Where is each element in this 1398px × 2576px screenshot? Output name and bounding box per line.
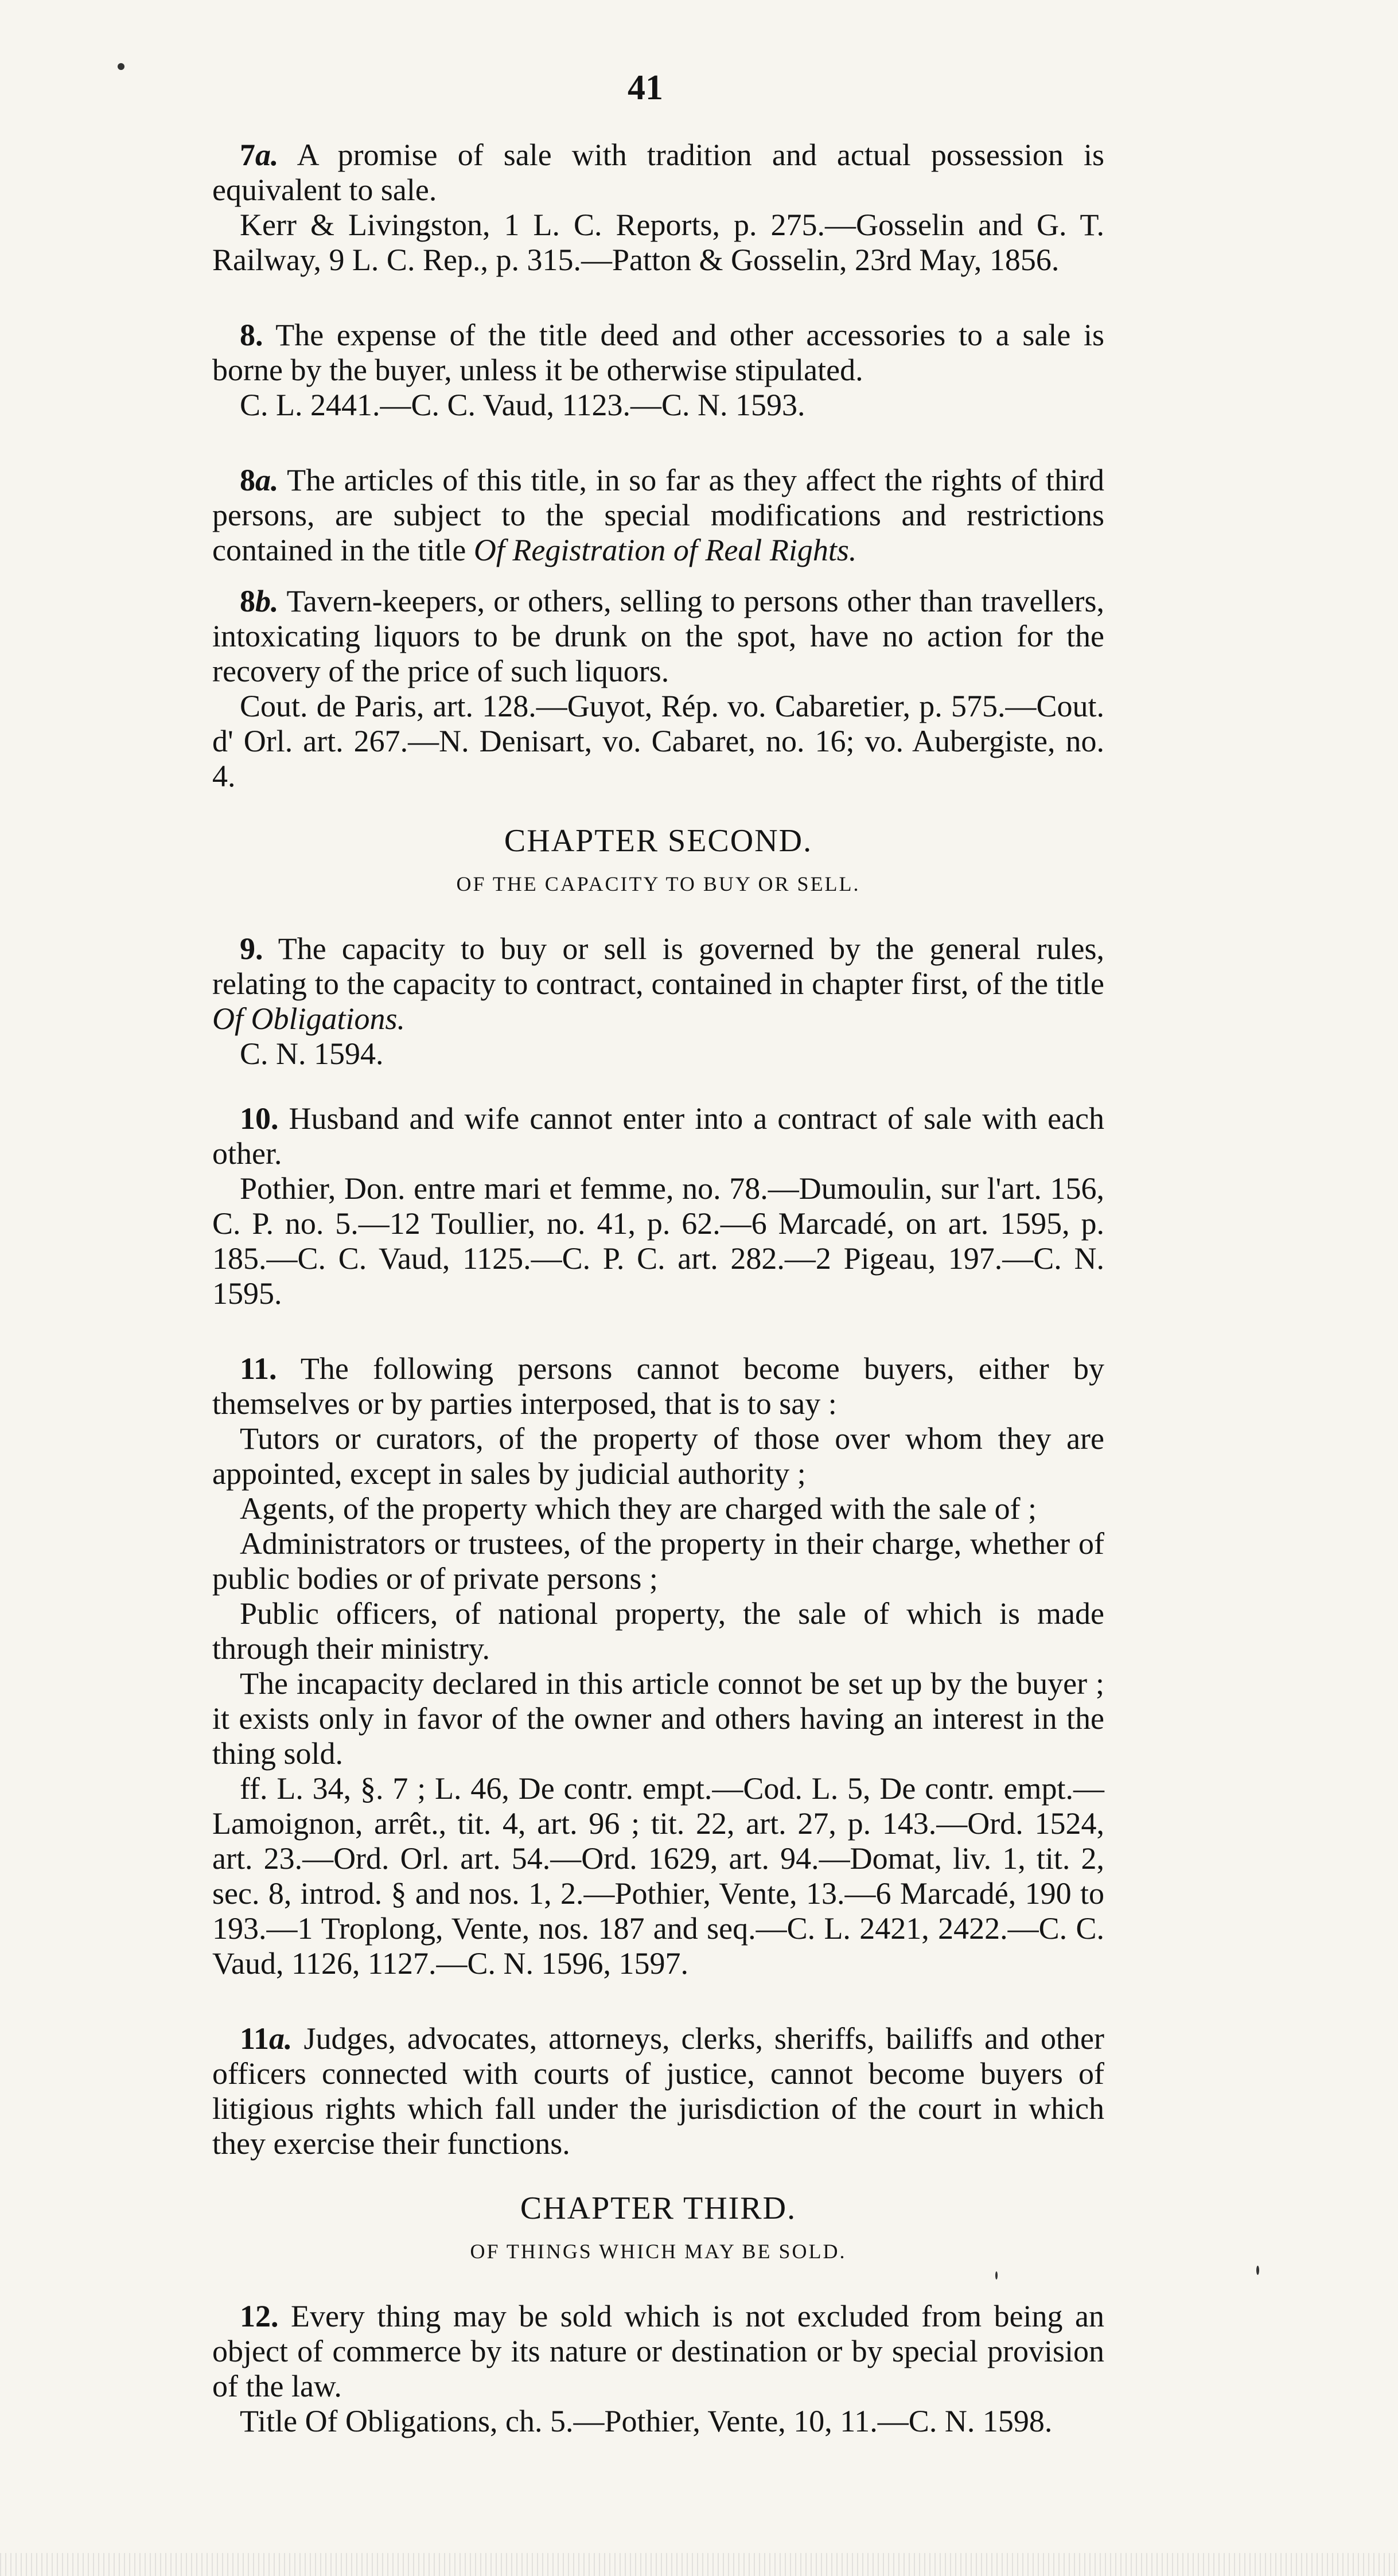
article-body: Tavern-keepers, or others, selling to persons other than travellers, intoxicating liquors to be drunk on the spot, have no action for the recovery of the price of such liquors. [212, 584, 1104, 688]
article-body: Husband and wife cannot enter into a contract of sale with each other. [212, 1101, 1104, 1171]
article-text [212, 2299, 1104, 2404]
article-text [212, 932, 1104, 1036]
chapter-title: CHAPTER THIRD. [520, 2191, 797, 2226]
article-citation: Cout. de Paris, art. 128.—Guyot, Rép. vo. Cabaretier, p. 575.—Cout. d' Orl. art. 267.—N. Denisart, vo. Cabaret, no. 16; vo. Aubergiste, no. 4. [212, 689, 1104, 793]
article-number: 11 [240, 2021, 270, 2056]
article-11 [212, 1351, 1104, 1981]
article-citation: C. N. 1594. [240, 1036, 384, 1071]
scan-speck [1256, 2266, 1259, 2275]
article-8 [212, 318, 1104, 423]
article-8b [212, 584, 1104, 794]
chapter-second-heading [212, 824, 1104, 902]
page-body [212, 138, 1104, 2439]
article-12 [212, 2299, 1104, 2439]
article-body: Every thing may be sold which is not excluded from being an object of commerce by its nature or destination or by special provision of the law. [212, 2299, 1104, 2403]
list-item: The incapacity declared in this article connot be set up by the buyer ; it exists only in favor of the owner and others having an interest in the thing sold. [212, 1666, 1104, 1771]
article-number: 9. [240, 932, 263, 966]
article-body: A promise of sale with tradition and actual possession is equivalent to sale. [212, 138, 1104, 207]
article-text [212, 463, 1104, 568]
article-body: The following persons cannot become buyers, either by themselves or by parties interposed, that is to say : [212, 1351, 1104, 1421]
scan-speck [118, 63, 124, 70]
title-reference: Of Obligations. [212, 1001, 406, 1036]
article-9 [212, 932, 1104, 1071]
list-item: Administrators or trustees, of the property in their charge, whether of public bodies or of private persons ; [212, 1526, 1104, 1596]
article-number: 11. [240, 1351, 277, 1386]
article-suffix: a. [255, 138, 279, 172]
article-text [212, 1101, 1104, 1171]
article-suffix: a. [255, 463, 279, 497]
article-text [212, 318, 1104, 388]
article-text [212, 584, 1104, 689]
article-7a [212, 138, 1104, 278]
article-text [212, 2021, 1104, 2161]
article-suffix: b. [255, 584, 279, 618]
scan-speck [995, 2271, 998, 2279]
chapter-third-heading [212, 2191, 1104, 2269]
article-number: 8 [240, 463, 255, 497]
article-citation: Title Of Obligations, ch. 5.—Pothier, Vente, 10, 11.—C. N. 1598. [240, 2404, 1053, 2438]
page-number: 41 [628, 68, 663, 107]
article-number: 7 [240, 138, 255, 172]
article-citation: C. L. 2441.—C. C. Vaud, 1123.—C. N. 1593. [240, 388, 805, 422]
scan-noise-strip [0, 2553, 1398, 2576]
article-body: The capacity to buy or sell is governed by the general rules, relating to the capacity to contract, contained in chapter first, of the title [212, 932, 1104, 1001]
list-item: Tutors or curators, of the property of those over whom they are appointed, except in sales by judicial authority ; [212, 1421, 1104, 1491]
article-body: The articles of this title, in so far as they affect the rights of third persons, are subject to the special modifications and restrictions contained in the title [212, 463, 1104, 567]
article-number: 10. [240, 1101, 279, 1136]
article-citation: Pothier, Don. entre mari et femme, no. 78.—Dumoulin, sur l'art. 156, C. P. no. 5.—12 Toullier, no. 41, p. 62.—6 Marcadé, on art. 1595, p. 185.—C. C. Vaud, 1125.—C. P. C. art. 282.—2 Pigeau, 197.—C. N. 1595. [212, 1171, 1104, 1311]
article-citation: Kerr & Livingston, 1 L. C. Reports, p. 275.—Gosselin and G. T. Railway, 9 L. C. Rep., p. 315.—Patton & Gosselin, 23rd May, 1856. [212, 208, 1104, 277]
article-text [212, 1351, 1104, 1421]
article-10 [212, 1101, 1104, 1311]
list-item: Public officers, of national property, the sale of which is made through their ministry. [212, 1596, 1104, 1666]
article-number: 8. [240, 318, 263, 352]
article-body: The expense of the title deed and other accessories to a sale is borne by the buyer, unless it be otherwise stipulated. [212, 318, 1104, 387]
chapter-title: CHAPTER SECOND. [504, 823, 813, 859]
article-number: 8 [240, 584, 255, 618]
article-number: 12. [240, 2299, 279, 2333]
article-body: Judges, advocates, attorneys, clerks, sheriffs, bailiffs and other officers connected with courts of justice, cannot become buyers of litigious rights which fall under the jurisdiction of the court in which they exercise their functions. [212, 2021, 1104, 2161]
list-item: Agents, of the property which they are charged with the sale of ; [240, 1491, 1037, 1526]
chapter-subtitle: OF THINGS WHICH MAY BE SOLD. [470, 2240, 847, 2263]
article-suffix: a. [269, 2021, 293, 2056]
article-8a [212, 463, 1104, 568]
article-citation: ff. L. 34, §. 7 ; L. 46, De contr. empt.—Cod. L. 5, De contr. empt.—Lamoignon, arrêt., tit. 4, art. 96 ; tit. 22, art. 27, p. 143.—Ord. 1524, art. 23.—Ord. Orl. art. 54.—Ord. 1629, art. 94.—Domat, liv. 1, tit. 2, sec. 8, introd. § and nos. 1, 2.—Pothier, Vente, 13.—6 Marcadé, 190 to 193.—1 Troplong, Vente, nos. 187 and seq.—C. L. 2421, 2422.—C. C. Vaud, 1126, 1127.—C. N. 1596, 1597. [212, 1771, 1104, 1981]
article-11a [212, 2021, 1104, 2161]
title-reference: Of Registration of Real Rights. [473, 533, 857, 567]
article-text [212, 138, 1104, 208]
chapter-subtitle: OF THE CAPACITY TO BUY OR SELL. [456, 872, 860, 895]
